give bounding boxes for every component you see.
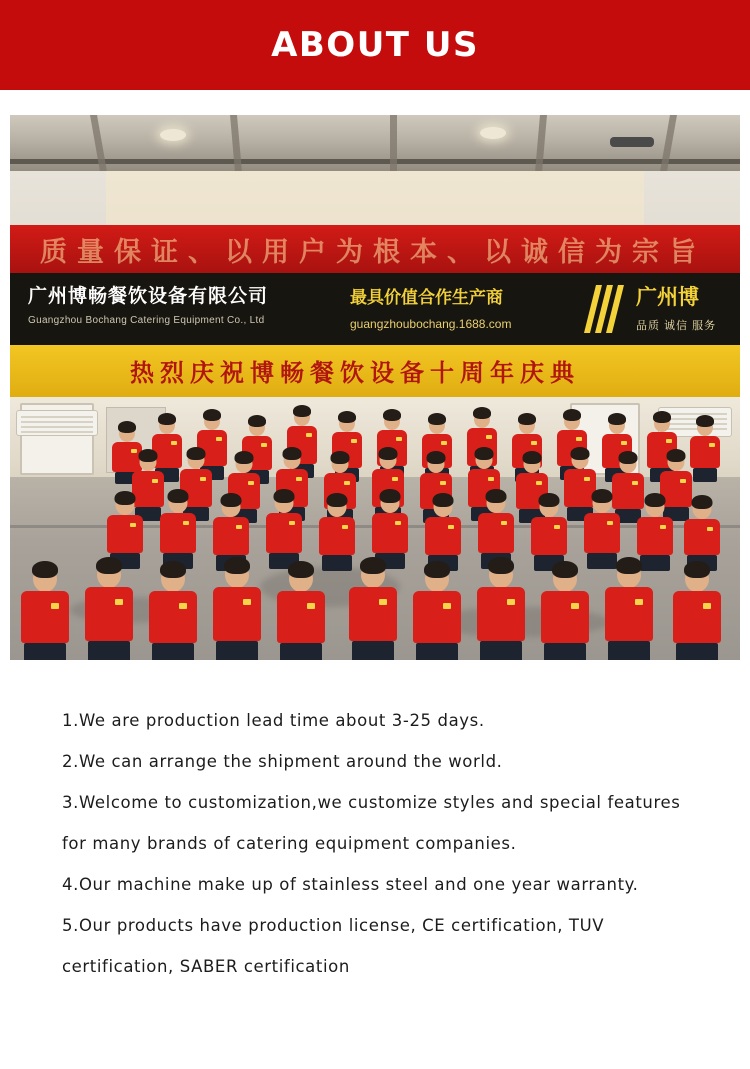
banner-red-text: 质量保证、以用户为根本、以诚信为宗旨	[40, 237, 706, 268]
banner-yellow	[10, 345, 740, 397]
person	[274, 563, 328, 660]
person	[423, 495, 463, 571]
person	[146, 563, 200, 660]
air-conditioner-icon	[16, 410, 98, 436]
company-name-en: Guangzhou Bochang Catering Equipment Co., Ltd	[28, 315, 265, 326]
about-line-2: 2.We can arrange the shipment around the world.	[62, 752, 503, 771]
banner-yellow-text: 热烈庆祝博畅餐饮设备十周年庆典	[130, 359, 580, 387]
person	[158, 491, 198, 569]
person	[682, 497, 722, 571]
person	[529, 495, 569, 571]
about-us-text-block	[0, 660, 750, 987]
person	[538, 563, 592, 660]
person	[582, 491, 622, 569]
banner-url: guangzhoubochang.1688.com	[350, 317, 512, 331]
person	[410, 563, 464, 660]
ceiling-fan-icon	[610, 137, 654, 147]
banner-slogan-cn: 最具价值合作生产商	[350, 288, 503, 308]
banner-stripes-decoration	[590, 285, 628, 333]
person	[346, 559, 400, 660]
about-line-4: 4.Our machine make up of stainless steel and one year warranty.	[62, 875, 639, 894]
page-title: ABOUT US	[271, 25, 479, 65]
about-line-3: 3.Welcome to customization,we customize styles and special features for many brands of catering equipment companies.	[62, 793, 687, 853]
about-us-header-banner	[0, 0, 750, 90]
person	[670, 563, 724, 660]
person	[82, 559, 136, 660]
person	[602, 559, 656, 660]
banner-black-main	[10, 273, 740, 345]
person	[18, 563, 72, 660]
ceiling-lamp-icon	[160, 129, 186, 141]
about-line-1: 1.We are production lead time about 3-25 days.	[62, 711, 485, 730]
company-name-cn: 广州博畅餐饮设备有限公司	[28, 285, 269, 307]
person	[264, 491, 304, 569]
photo-container	[0, 90, 750, 660]
company-group-photo	[10, 115, 740, 660]
banner-brand-cn: 广州博	[636, 285, 699, 309]
person	[210, 559, 264, 660]
roof-beam	[390, 115, 397, 171]
ceiling-lamp-icon	[480, 127, 506, 139]
banner-brand-values: 品质 诚信 服务	[636, 320, 717, 332]
banner-red-top	[10, 225, 740, 273]
about-line-5: 5.Our products have production license, CE certification, TUV certification, SABER certification	[62, 916, 611, 976]
person	[474, 559, 528, 660]
